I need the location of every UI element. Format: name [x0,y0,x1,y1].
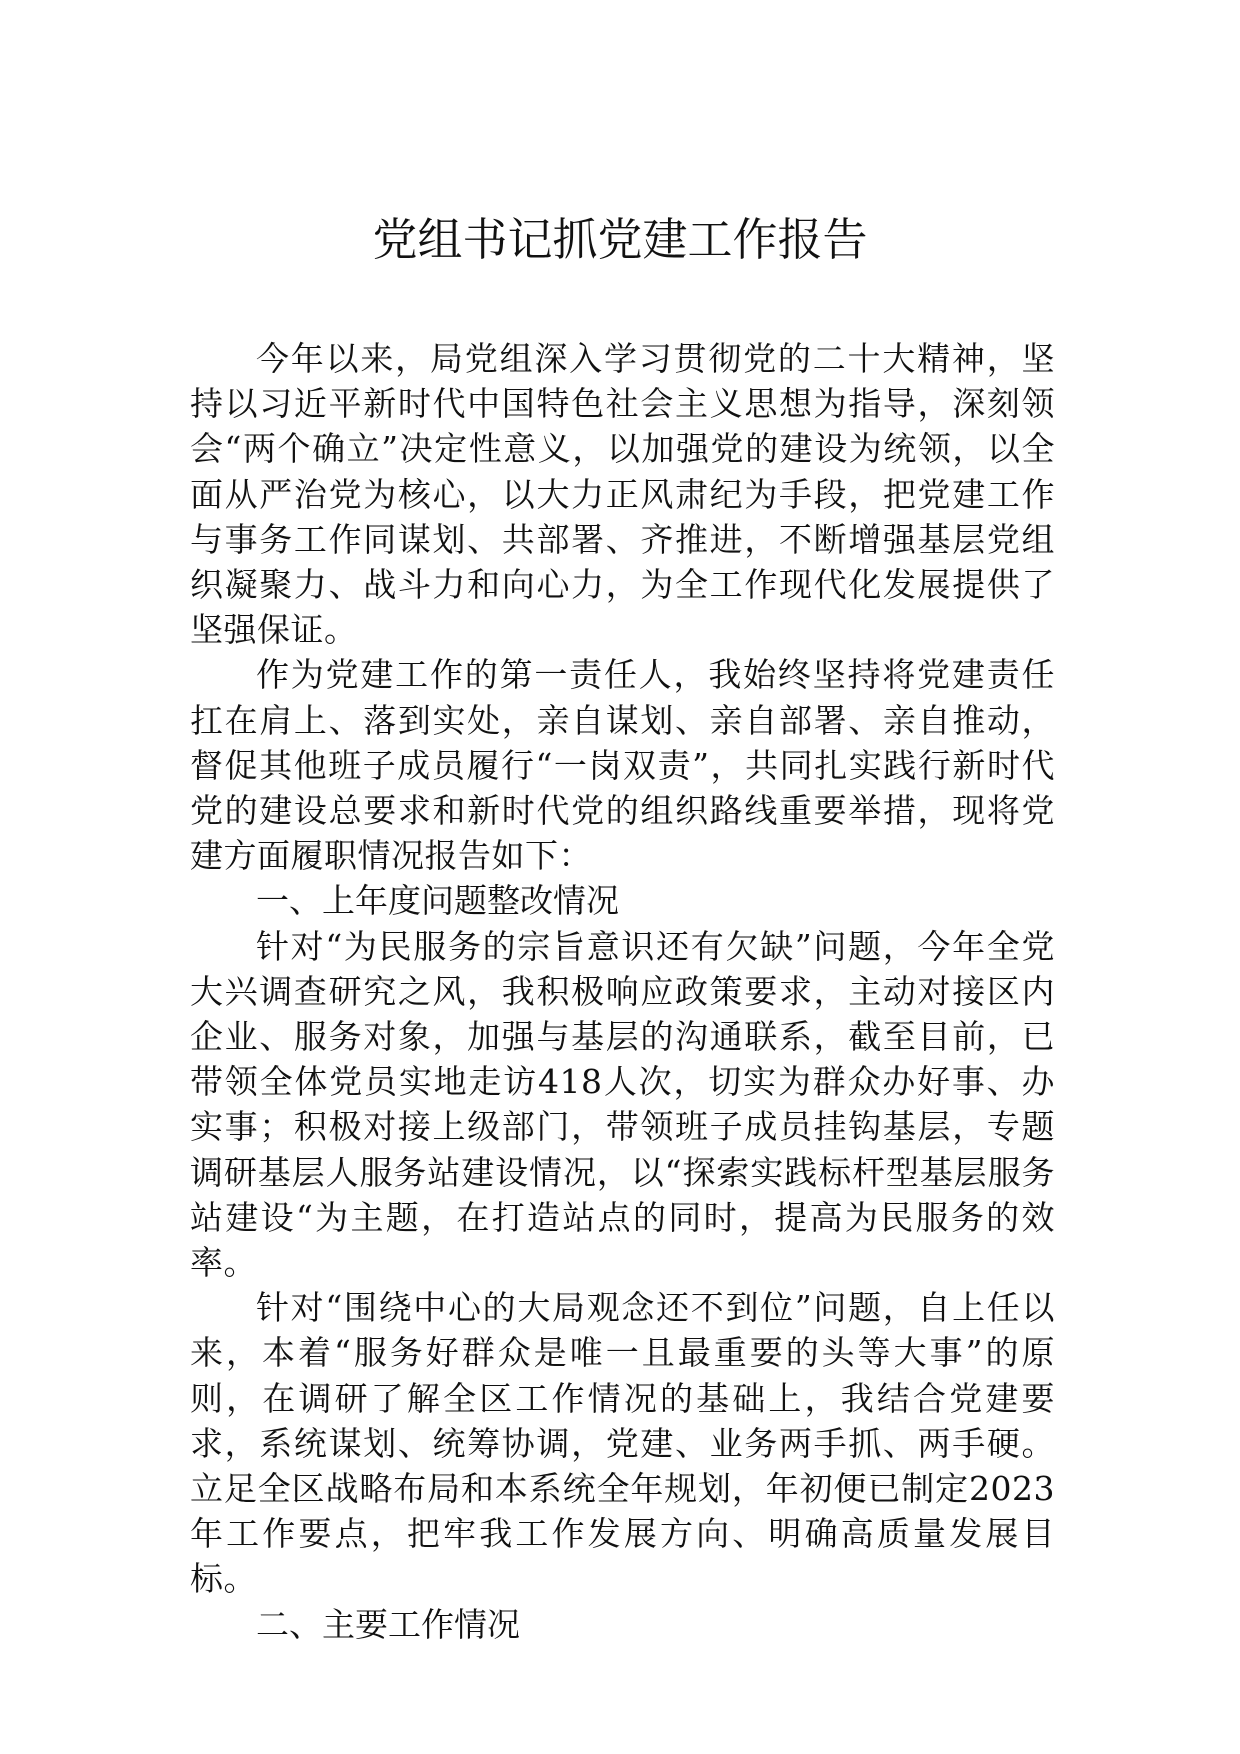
intro-paragraph: 今年以来，局党组深入学习贯彻党的二十大精神，坚持以习近平新时代中国特色社会主义思想为指导，深刻领会“两个确立”决定性意义，以加强党的建设为统领，以全面从严治党为核心，以大力正风肃纪为手段，把党建工作与事务工作同谋划、共部署、齐推进，不断增强基层党组织凝聚力、战斗力和向心力，为全工作现代化发展提供了坚强保证。 [190,339,1055,650]
document-body [190,336,1055,1647]
responsibility-paragraph: 作为党建工作的第一责任人，我始终坚持将党建责任扛在肩上、落到实处，亲自谋划、亲自部署、亲自推动，督促其他班子成员履行“一岗双责”，共同扎实践行新时代党的建设总要求和新时代党的组织路线重要举措，现将党建方面履职情况报告如下： [190,655,1055,876]
section-heading-1: 一、上年度问题整改情况 [256,881,619,921]
section-heading-2: 二、主要工作情况 [256,1604,520,1644]
document-title: 党组书记抓党建工作报告 [372,213,868,266]
rectification-paragraph-2: 针对“围绕中心的大局观念还不到位”问题，自上任以来，本着“服务好群众是唯一且最重要的头等大事”的原则，在调研了解全区工作情况的基础上，我结合党建要求，系统谋划、统筹协调，党建、业务两手抓、两手硬。立足全区战略布局和本系统全年规划，年初便已制定2023年工作要点，把牢我工作发展方向、明确高质量发展目标。 [190,1288,1055,1599]
rectification-paragraph-1: 针对“为民服务的宗旨意识还有欠缺”问题，今年全党大兴调查研究之风，我积极响应政策要求，主动对接区内企业、服务对象，加强与基层的沟通联系，截至目前，已带领全体党员实地走访418人次，切实为群众办好事、办实事；积极对接上级部门，带领班子成员挂钩基层，专题调研基层人服务站建设情况，以“探索实践标杆型基层服务站建设“为主题，在打造站点的同时，提高为民服务的效率。 [190,926,1055,1283]
